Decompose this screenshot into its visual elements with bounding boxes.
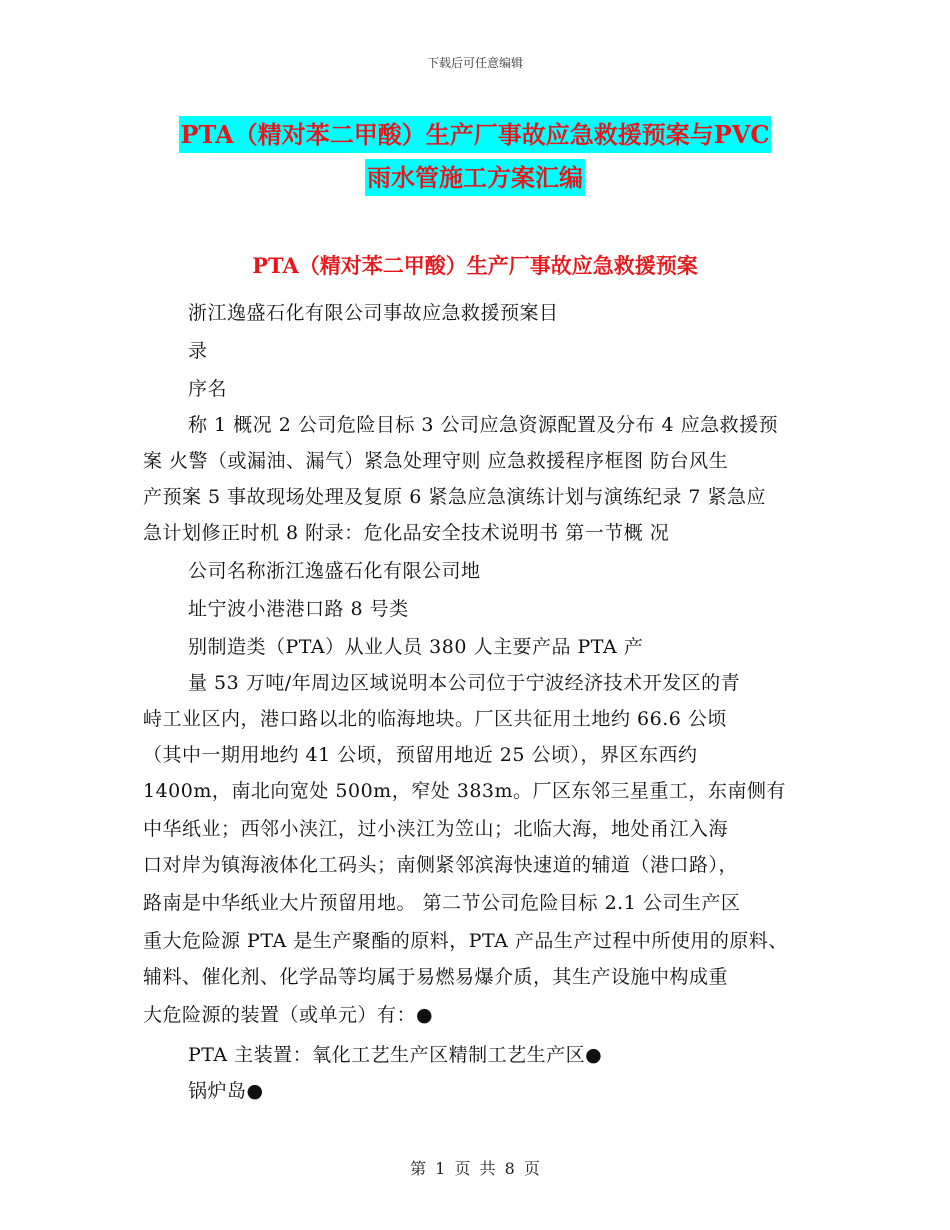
- document-title-line-1: [0, 115, 950, 150]
- body-line: 浙江逸盛石化有限公司事故应急救援预案目: [188, 302, 559, 324]
- body-line: 称 1 概况 2 公司危险目标 3 公司应急资源配置及分布 4 应急救援预: [188, 414, 779, 436]
- title-highlight-1: PTA（精对苯二甲酸）生产厂事故应急救援预案与PVC: [179, 116, 772, 153]
- body-line: 1400m，南北向宽处 500m，窄处 383m。厂区东邻三星重工，东南侧有: [143, 780, 787, 802]
- body-line: 公司名称浙江逸盛石化有限公司地: [188, 560, 481, 582]
- title-highlight-2: 雨水管施工方案汇编: [365, 159, 585, 196]
- body-line: 案 火警（或漏油、漏气）紧急处理守则 应急救援程序框图 防台风生: [143, 450, 729, 472]
- body-line: 产预案 5 事故现场处理及复原 6 紧急应急演练计划与演练纪录 7 紧急应: [143, 486, 767, 508]
- header-note: 下载后可任意编辑: [426, 56, 523, 70]
- body-line: 大危险源的装置（或单元）有：●: [143, 1004, 434, 1026]
- page-footer: 第 1 页 共 8 页: [410, 1159, 540, 1178]
- document-title-line-2: [0, 158, 950, 193]
- body-line: 锅炉岛●: [188, 1080, 264, 1102]
- body-line: 序名: [188, 378, 228, 400]
- body-line: 路南是中华纸业大片预留用地。 第二节公司危险目标 2.1 公司生产区: [143, 892, 741, 914]
- body-line: 别制造类（PTA）从业人员 380 人主要产品 PTA 产: [188, 636, 644, 658]
- body-line: （其中一期用地约 41 公顷，预留用地近 25 公顷），界区东西约: [143, 744, 698, 766]
- body-line: 急计划修正时机 8 附录：危化品安全技术说明书 第一节概 况: [143, 522, 670, 544]
- body-line: 峙工业区内，港口路以北的临海地块。厂区共征用土地约 66.6 公顷: [143, 708, 727, 730]
- body-line: PTA 主装置：氧化工艺生产区精制工艺生产区●: [188, 1044, 603, 1066]
- body-line: 录: [188, 340, 208, 362]
- section-title: PTA（精对苯二甲酸）生产厂事故应急救援预案: [252, 253, 698, 278]
- body-line: 量 53 万吨/年周边区域说明本公司位于宁波经济技术开发区的青: [188, 672, 741, 694]
- body-line: 口对岸为镇海液体化工码头；南侧紧邻滨海快速道的辅道（港口路），: [143, 854, 739, 876]
- body-line: 址宁波小港港口路 8 号类: [188, 598, 409, 620]
- body-line: 重大危险源 PTA 是生产聚酯的原料，PTA 产品生产过程中所使用的原料、: [143, 930, 788, 952]
- body-line: 辅料、催化剂、化学品等均属于易燃易爆介质，其生产设施中构成重: [143, 966, 729, 988]
- body-line: 中华纸业；西邻小浃江，过小浃江为笠山；北临大海，地处甬江入海: [143, 818, 729, 840]
